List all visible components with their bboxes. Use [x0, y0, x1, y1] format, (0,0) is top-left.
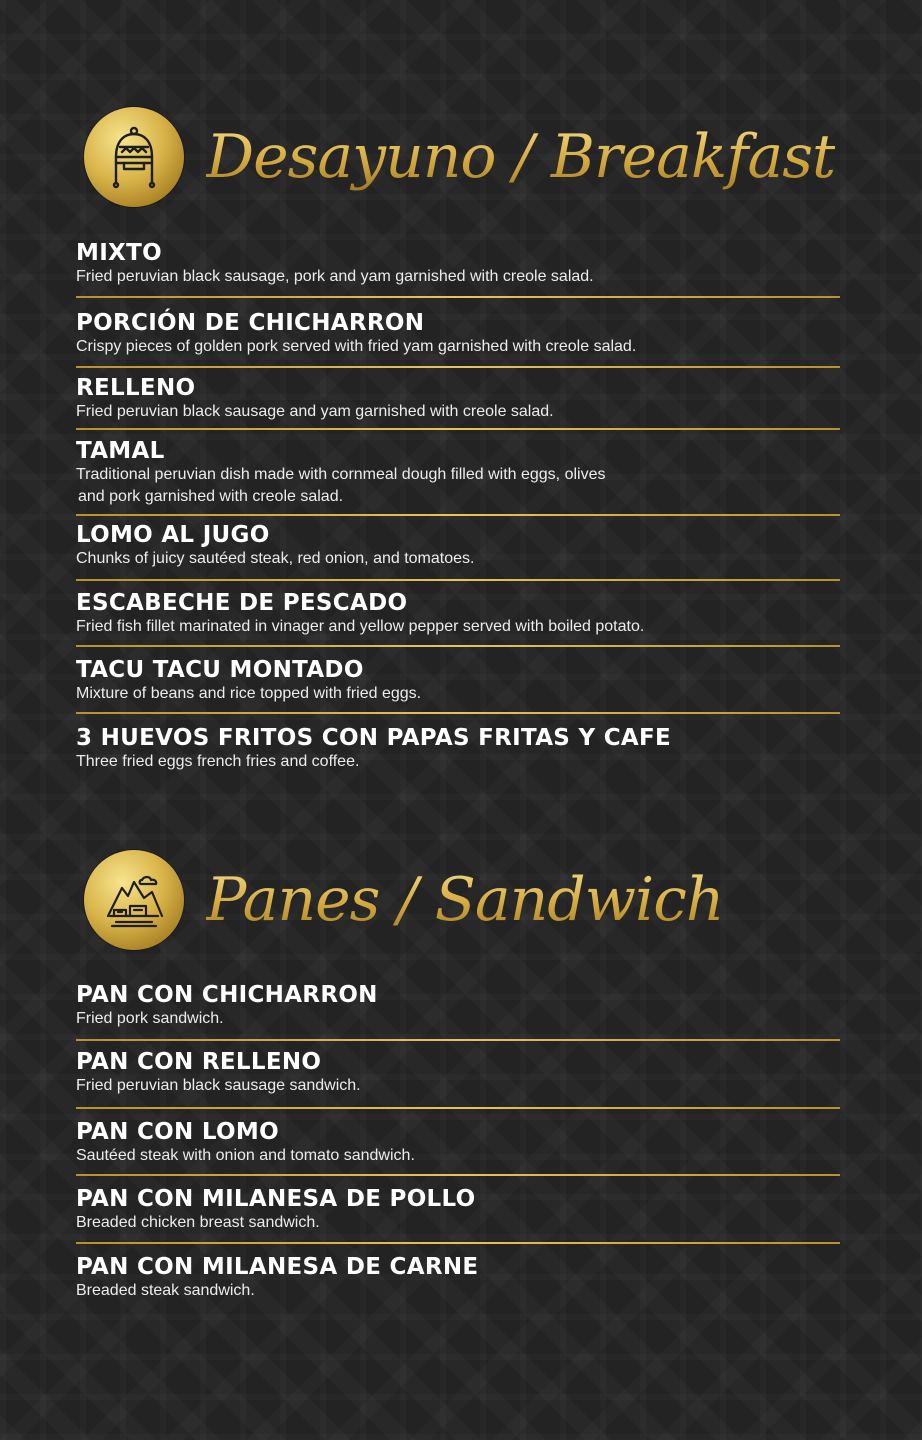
divider — [76, 645, 840, 647]
item-name: PAN CON MILANESA DE CARNE — [76, 1254, 479, 1280]
divider — [76, 1242, 840, 1244]
sandwich-medallion — [84, 850, 184, 950]
breakfast-title: Desayuno / Breakfast — [206, 122, 836, 192]
divider — [76, 579, 840, 581]
divider — [76, 712, 840, 714]
menu-item — [76, 375, 840, 423]
item-name: RELLENO — [76, 375, 196, 401]
item-description: Crispy pieces of golden pork served with fried yam garnished with creole salad. — [76, 338, 637, 355]
machu-picchu-icon — [102, 872, 166, 928]
item-name: LOMO AL JUGO — [76, 522, 270, 548]
item-name: TAMAL — [76, 438, 165, 464]
item-name: ESCABECHE DE PESCADO — [76, 590, 408, 616]
menu-item — [76, 1254, 840, 1302]
breakfast-medallion — [84, 107, 184, 207]
menu-item — [76, 310, 840, 358]
item-description: Fried fish fillet marinated in vinager and yellow pepper served with boiled potato. — [76, 618, 645, 635]
item-name: PAN CON LOMO — [76, 1119, 279, 1145]
chullo-hat-icon — [106, 125, 162, 189]
menu-item — [76, 1049, 840, 1097]
item-description: Sautéed steak with onion and tomato sandwich. — [76, 1147, 415, 1164]
item-description: Fried pork sandwich. — [76, 1010, 224, 1027]
menu-item — [76, 240, 840, 288]
item-name: PAN CON RELLENO — [76, 1049, 322, 1075]
divider — [76, 296, 840, 298]
divider — [76, 1174, 840, 1176]
item-description: Fried peruvian black sausage sandwich. — [76, 1077, 361, 1094]
menu-item — [76, 725, 840, 773]
divider — [76, 366, 840, 368]
item-description: Three fried eggs french fries and coffee. — [76, 753, 360, 770]
item-description: Chunks of juicy sautéed steak, red onion, and tomatoes. — [76, 550, 475, 567]
item-description: Mixture of beans and rice topped with fried eggs. — [76, 685, 422, 702]
item-name: TACU TACU MONTADO — [76, 657, 364, 683]
menu-item — [76, 438, 840, 508]
divider — [76, 428, 840, 430]
item-name: PORCIÓN DE CHICHARRON — [76, 310, 425, 336]
menu-item — [76, 1119, 840, 1167]
menu-item — [76, 982, 840, 1030]
item-description: and pork garnished with creole salad. — [78, 488, 344, 505]
sandwich-header — [84, 850, 723, 950]
menu-item — [76, 522, 840, 570]
breakfast-header — [84, 107, 835, 207]
divider — [76, 1039, 840, 1041]
divider — [76, 1107, 840, 1109]
sandwich-title: Panes / Sandwich — [206, 865, 724, 935]
menu-item — [76, 657, 840, 705]
menu-item — [76, 1186, 840, 1234]
divider — [76, 514, 840, 516]
item-name: PAN CON MILANESA DE POLLO — [76, 1186, 476, 1212]
item-description: Breaded chicken breast sandwich. — [76, 1214, 320, 1231]
item-name: 3 HUEVOS FRITOS CON PAPAS FRITAS Y CAFE — [76, 725, 672, 751]
item-description: Traditional peruvian dish made with cornmeal dough filled with eggs, olives — [76, 466, 606, 483]
item-description: Fried peruvian black sausage, pork and yam garnished with creole salad. — [76, 268, 594, 285]
item-name: PAN CON CHICHARRON — [76, 982, 378, 1008]
item-description: Breaded steak sandwich. — [76, 1282, 255, 1299]
menu-item — [76, 590, 840, 638]
item-name: MIXTO — [76, 240, 162, 266]
item-description: Fried peruvian black sausage and yam garnished with creole salad. — [76, 403, 554, 420]
